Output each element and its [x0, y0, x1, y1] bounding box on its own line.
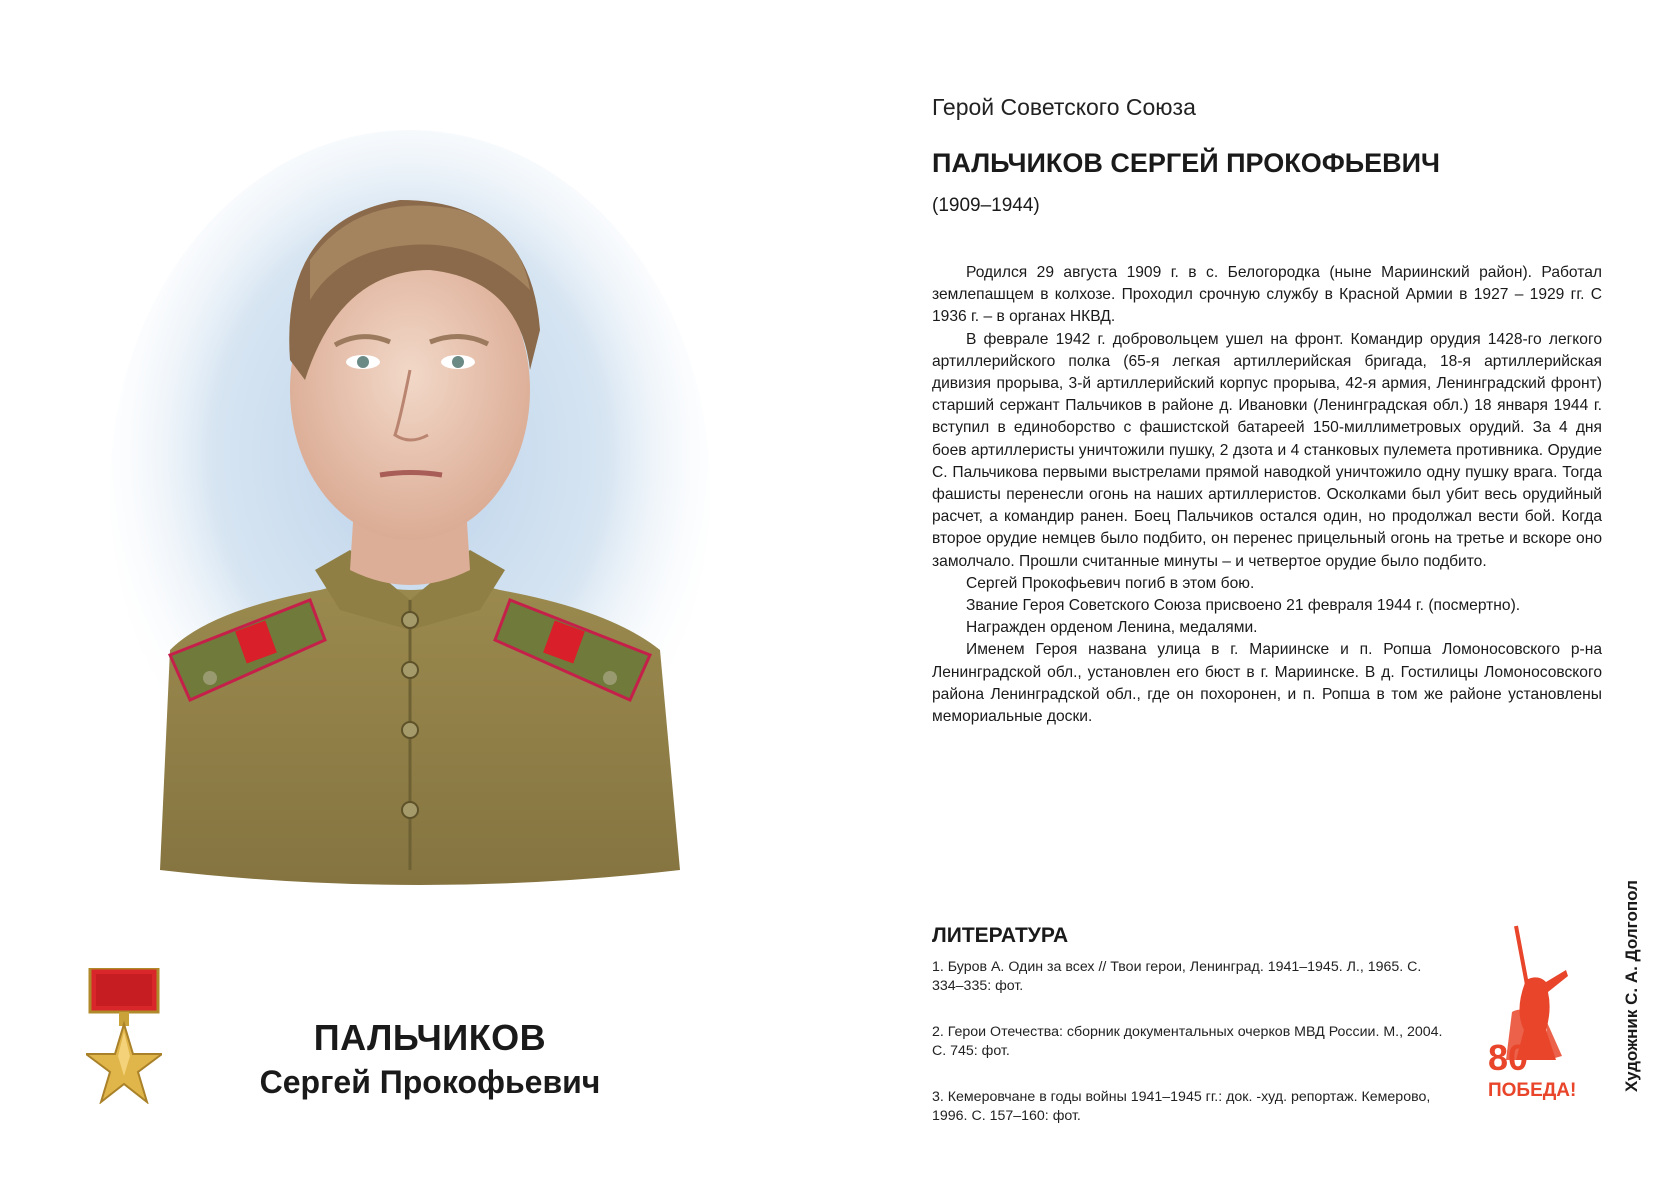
page-subtitle: Герой Советского Союза	[932, 94, 1196, 120]
gold-star-medal-icon	[86, 968, 162, 1104]
bio-paragraph: Награжден орденом Ленина, медалями.	[966, 619, 1258, 637]
left-given-names: Сергей Прокофьевич	[259, 1064, 601, 1100]
left-surname: ПАЛЬЧИКОВ	[313, 1017, 547, 1058]
bio-paragraph: Звание Героя Советского Союза присвоено 21 февраля 1944 г. (посмертно).	[966, 597, 1521, 615]
literature-item: 2. Герои Отечества: сборник документальных очерков МВД России. М., 2004. С. 745: фот.	[932, 1024, 1443, 1059]
bio-paragraph: Именем Героя названа улица в г. Мариинске и п. Ропша Ломоносовского р-на Ленинградской обл., установлен его бюст в г. Мариинске. В д. Гостилицы Ломоносовского района Ленинградской обл., где он похоронен, и п. Ропша в том же районе установлены мемориальные доски.	[932, 641, 1602, 726]
victory-80-logo	[1486, 920, 1578, 1100]
bio-paragraph: Сергей Прокофьевич погиб в этом бою.	[966, 574, 1255, 592]
logo-number: 80	[1488, 1037, 1529, 1078]
bio-paragraph: В феврале 1942 г. добровольцем ушел на фронт. Командир орудия 1428-го легкого артиллерийского полка (65-я легкая артиллерийская бригада, 18-я артиллерийская дивизия прорыва, 3-й артиллерийский корпус прорыва, 42-я армия, Ленинградский фронт) старший сержант Пальчиков в районе д. Ивановки (Ленинградская обл.) 18 января 1944 г. вступил в единоборство с фашистской батареей 150-миллиметровых орудий. За 4 дня боев артиллеристы уничтожили пушку, 2 дзота и 4 станковых пулемета противника. Орудие С. Пальчикова первыми выстрелами прямой наводкой уничтожило одну пушку врага. Тогда фашисты перенесли огонь на наших артиллеристов. Осколками был убит весь орудийный расчет, а командир ранен. Боец Пальчиков остался один, но продолжал вести бой. Когда второе орудие немцев было подбито, он перенес прицельный огонь на третье и вскоре оно замолчало. Прошли считанные минуты – и четвертое орудие было подбито.	[932, 330, 1602, 570]
literature-item: 3. Кемеровчане в годы войны 1941–1945 гг.: док. -худ. репортаж. Кемерово, 1996. С. 157–160: фот.	[932, 1089, 1431, 1124]
page-title: ПАЛЬЧИКОВ СЕРГЕЙ ПРОКОФЬЕВИЧ	[932, 148, 1441, 178]
life-years: (1909–1944)	[932, 195, 1040, 216]
literature-heading: ЛИТЕРАТУРА	[932, 924, 1069, 947]
hero-portrait	[100, 130, 720, 910]
left-title-block	[230, 1016, 630, 1104]
bio-paragraph: Родился 29 августа 1909 г. в с. Белогородка (ныне Мариинский район). Работал землепашцем в колхозе. Проходил срочную службу в Красной Армии в 1927 – 1929 гг. С 1936 г. – в органах НКВД.	[932, 264, 1602, 326]
biography	[932, 262, 1602, 728]
logo-word: ПОБЕДА!	[1488, 1080, 1577, 1100]
literature-item: 1. Буров А. Один за всех // Твои герои, Ленинград. 1941–1945. Л., 1965. С. 334–335: фот.	[932, 959, 1422, 994]
literature-list	[932, 958, 1452, 1153]
artist-credit: Художник С. А. Долгопол	[1622, 880, 1641, 1092]
